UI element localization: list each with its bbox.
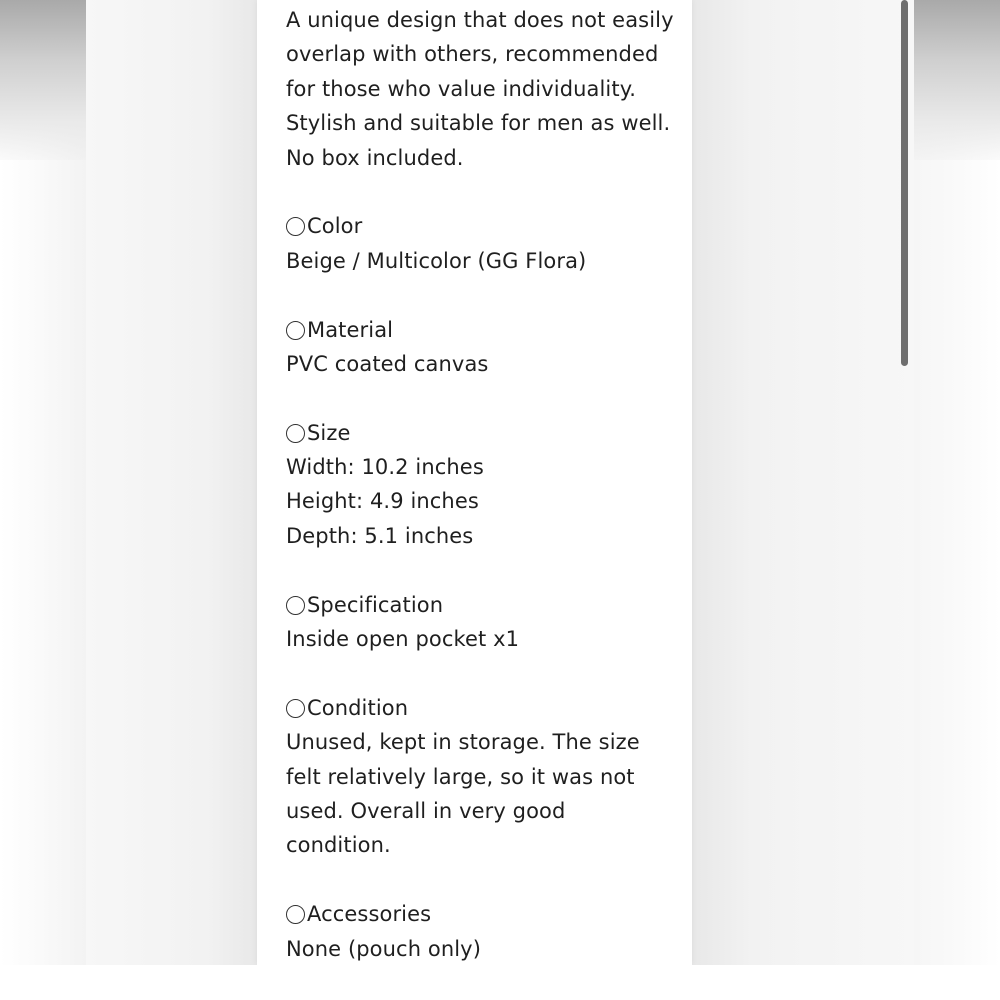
section-value: Unused, kept in storage. The size: [286, 730, 640, 755]
blurred-right-edge: [692, 0, 914, 965]
section-value: used. Overall in very good: [286, 798, 566, 823]
section-heading-text: Specification: [307, 592, 444, 617]
section-heading-text: Size: [307, 420, 351, 445]
intro-line: overlap with others, recommended: [286, 42, 659, 67]
section-value: None (pouch only): [286, 936, 481, 961]
blurred-left-edge: [86, 0, 257, 965]
section-heading-text: Color: [307, 214, 363, 239]
circle-bullet-icon: [286, 217, 305, 236]
section-value: Beige / Multicolor (GG Flora): [286, 248, 587, 273]
section-spacer: [286, 175, 686, 209]
section-heading: [286, 897, 686, 931]
section-heading: [286, 588, 686, 622]
section-specification: [286, 588, 686, 657]
section-heading: [286, 416, 686, 450]
scrollbar-thumb[interactable]: [901, 0, 908, 366]
circle-bullet-icon: [286, 596, 305, 615]
section-value: felt relatively large, so it was not: [286, 764, 635, 789]
intro-line: No box included.: [286, 145, 464, 170]
section-spacer: [286, 553, 686, 587]
section-spacer: [286, 278, 686, 312]
section-value: Height: 4.9 inches: [286, 489, 479, 514]
intro-paragraph: [286, 3, 686, 175]
section-spacer: [286, 381, 686, 415]
section-color: [286, 209, 686, 278]
circle-bullet-icon: [286, 321, 305, 340]
circle-bullet-icon: [286, 905, 305, 924]
section-value: Width: 10.2 inches: [286, 455, 484, 480]
section-value: Depth: 5.1 inches: [286, 523, 474, 548]
section-condition: [286, 691, 686, 863]
section-spacer: [286, 656, 686, 690]
section-spacer: [286, 863, 686, 897]
section-material: [286, 313, 686, 382]
section-heading-text: Accessories: [307, 902, 432, 927]
intro-line: for those who value individuality.: [286, 76, 637, 101]
bottom-margin: [0, 965, 1000, 1000]
section-size: [286, 416, 686, 554]
description-card: [257, 0, 692, 965]
circle-bullet-icon: [286, 424, 305, 443]
blurred-top-left-corner: [0, 0, 86, 160]
section-heading-text: Condition: [307, 695, 409, 720]
circle-bullet-icon: [286, 699, 305, 718]
section-value: condition.: [286, 833, 391, 858]
intro-line: Stylish and suitable for men as well.: [286, 111, 671, 136]
blurred-top-right-corner: [914, 0, 1000, 160]
section-value: PVC coated canvas: [286, 351, 489, 376]
description-content: [286, 3, 686, 965]
section-accessories: [286, 897, 686, 965]
section-heading: [286, 691, 686, 725]
section-heading: [286, 209, 686, 243]
section-heading-text: Material: [307, 317, 394, 342]
section-heading: [286, 313, 686, 347]
intro-line: A unique design that does not easily: [286, 8, 674, 32]
section-value: Inside open pocket x1: [286, 627, 520, 652]
